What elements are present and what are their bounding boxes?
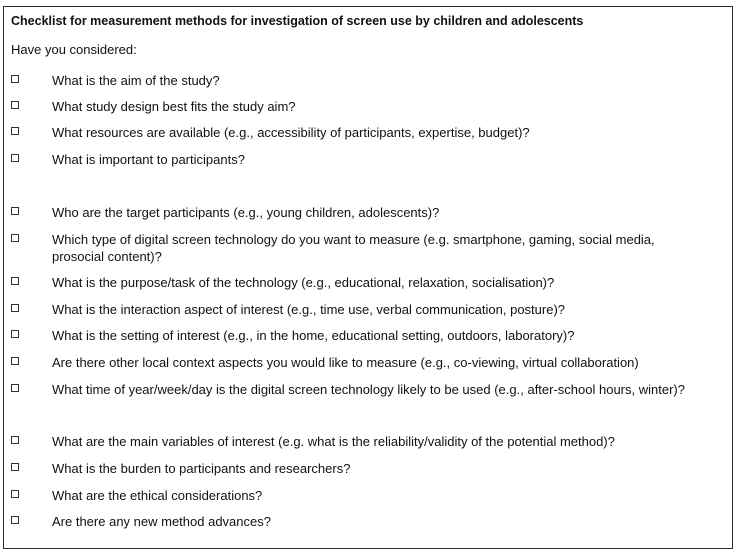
checklist-item-text: What study design best fits the study aim?: [52, 99, 296, 114]
checkbox[interactable]: [11, 490, 19, 498]
checklist-item-text: Which type of digital screen technology do you want to measure (e.g. smartphone, gaming, social media, prosocial content)?: [52, 232, 655, 264]
checkbox[interactable]: [11, 101, 19, 109]
checklist-item-text: What resources are available (e.g., accessibility of participants, expertise, budget)?: [52, 125, 530, 140]
checkbox[interactable]: [11, 384, 19, 392]
checklist-item-text: Are there any new method advances?: [52, 514, 271, 529]
checkbox[interactable]: [11, 154, 19, 162]
checklist-item-text: What is the purpose/task of the technology (e.g., educational, relaxation, socialisation)?: [52, 275, 555, 290]
checkbox[interactable]: [11, 304, 19, 312]
checklist-item-text: What is the burden to participants and researchers?: [52, 461, 351, 476]
checkbox[interactable]: [11, 436, 19, 444]
checklist-title: Checklist for measurement methods for investigation of screen use by children and adolescents: [11, 14, 584, 28]
checkbox[interactable]: [11, 207, 19, 215]
checklist-intro: Have you considered:: [11, 42, 137, 57]
checkbox[interactable]: [11, 357, 19, 365]
checkbox[interactable]: [11, 463, 19, 471]
checklist-item-text: What is important to participants?: [52, 152, 245, 167]
checklist-item-text: What are the main variables of interest (e.g. what is the reliability/validity of the potential method)?: [52, 434, 615, 449]
checklist-item-text: What is the aim of the study?: [52, 73, 220, 88]
checkbox[interactable]: [11, 127, 19, 135]
checklist-item-text: What time of year/week/day is the digital screen technology likely to be used (e.g., after-school hours, winter)?: [52, 382, 685, 397]
checkbox[interactable]: [11, 330, 19, 338]
checkbox[interactable]: [11, 234, 19, 242]
checkbox[interactable]: [11, 75, 19, 83]
checklist-item-text: What are the ethical considerations?: [52, 488, 263, 503]
checklist-item-text: What is the setting of interest (e.g., in the home, educational setting, outdoors, laboratory)?: [52, 328, 575, 343]
checkbox[interactable]: [11, 516, 19, 524]
checklist-item-text: Who are the target participants (e.g., young children, adolescents)?: [52, 205, 440, 220]
checklist-item-text: What is the interaction aspect of interest (e.g., time use, verbal communication, posture)?: [52, 302, 566, 317]
checkbox[interactable]: [11, 277, 19, 285]
checklist-item-text: Are there other local context aspects you would like to measure (e.g., co-viewing, virtual collaboration): [52, 355, 639, 370]
